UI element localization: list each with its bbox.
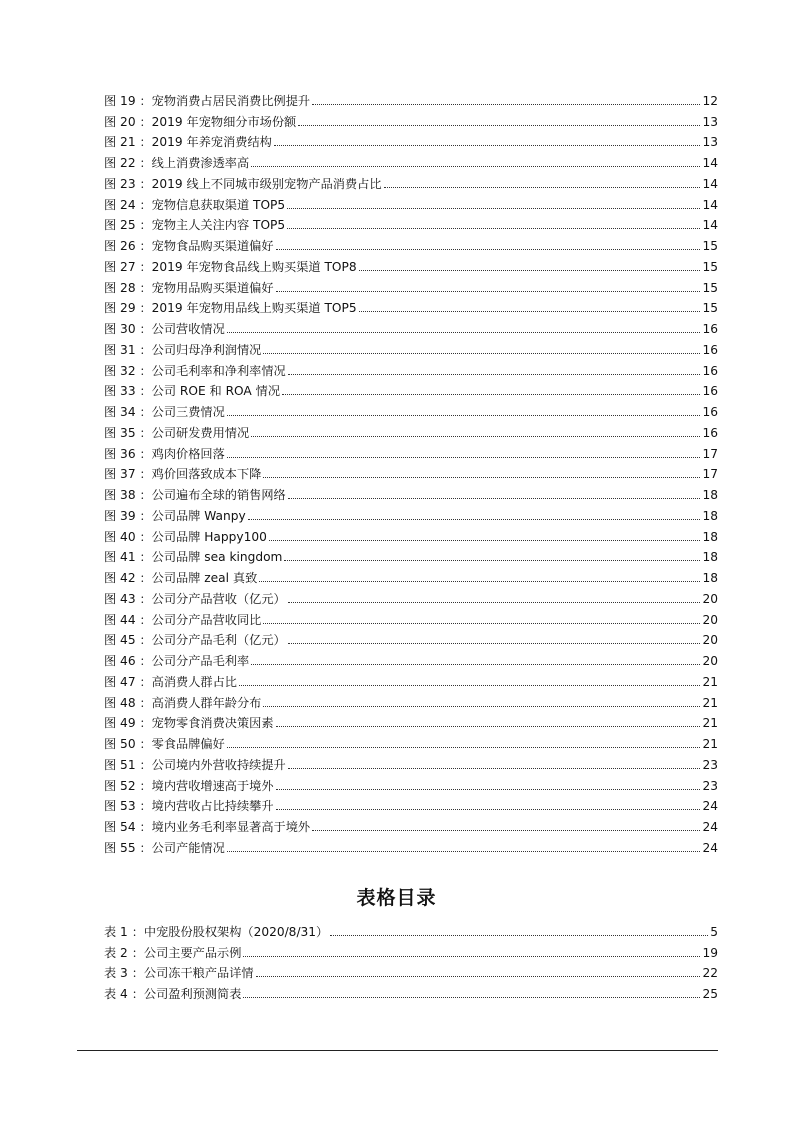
- dot-leader: [227, 457, 701, 458]
- figure-entry-page: 21: [702, 716, 718, 731]
- table-entry[interactable]: [104, 960, 718, 981]
- figure-entry[interactable]: [104, 523, 718, 544]
- dot-leader: [248, 519, 701, 520]
- figure-entry-label: 图 31 ：公司归母净利润情况: [104, 342, 262, 357]
- figure-entry-label: 图 19 ：宠物消费占居民消费比例提升: [104, 93, 311, 108]
- table-entry[interactable]: [104, 939, 718, 960]
- dot-leader: [263, 706, 700, 707]
- figure-entry-page: 14: [702, 218, 718, 233]
- figure-entry[interactable]: [104, 730, 718, 751]
- figure-entry-page: 21: [702, 737, 718, 751]
- figure-entry-page: 24: [702, 820, 718, 834]
- figure-entry-page: 15: [702, 239, 718, 253]
- figure-entry[interactable]: [104, 440, 718, 461]
- figure-entry[interactable]: [104, 461, 718, 482]
- figure-entry-page: 14: [702, 176, 718, 191]
- table-entry-label: 表 4 ：公司盈利预测简表: [104, 987, 242, 1001]
- figure-entry-page: 20: [702, 633, 718, 648]
- figure-entry-page: 16: [702, 363, 718, 378]
- figure-entry-page: 13: [702, 114, 718, 129]
- figure-entry-label: 图 29 ：2019 年宠物用品线上购买渠道 TOP5: [104, 301, 357, 316]
- dot-leader: [312, 104, 700, 105]
- figure-entry-label: 图 50 ：零食品牌偏好: [104, 737, 225, 751]
- dot-leader: [263, 353, 700, 354]
- figure-entry-label: 图 20 ：2019 年宠物细分市场份额: [104, 114, 297, 129]
- dot-leader: [287, 208, 700, 209]
- figure-entry-page: 15: [702, 259, 718, 274]
- figure-entry[interactable]: [104, 232, 718, 253]
- dot-leader: [274, 145, 701, 146]
- dot-leader: [288, 768, 701, 769]
- figure-entry[interactable]: [104, 564, 718, 585]
- figure-entry-page: 17: [702, 467, 718, 482]
- table-entry-label: 表 2 ：公司主要产品示例: [104, 945, 242, 960]
- figure-entry-label: 图 51 ：公司境内外营收持续提升: [104, 757, 286, 772]
- table-entry-page: 19: [702, 945, 718, 960]
- figure-entry[interactable]: [104, 398, 718, 419]
- figure-entry-label: 图 25 ：宠物主人关注内容 TOP5: [104, 218, 286, 233]
- figure-entry-page: 24: [702, 799, 718, 814]
- dot-leader: [359, 311, 701, 312]
- dot-leader: [288, 374, 701, 375]
- dot-leader: [288, 643, 701, 644]
- dot-leader: [251, 436, 700, 437]
- figure-entry[interactable]: [104, 129, 718, 150]
- figure-entry[interactable]: [104, 315, 718, 336]
- figure-entry-label: 图 38 ：公司遍布全球的销售网络: [104, 488, 286, 502]
- figure-entry[interactable]: [104, 191, 718, 212]
- figure-entry-label: 图 47 ：高消费人群占比: [104, 674, 237, 689]
- figure-entry-label: 图 23 ：2019 线上不同城市级别宠物产品消费占比: [104, 176, 382, 191]
- figure-entry[interactable]: [104, 378, 718, 399]
- dot-leader: [276, 726, 701, 727]
- figure-entry-page: 24: [702, 840, 718, 855]
- table-entry-label: 表 1 ：中宠股份股权架构（2020/8/31）: [104, 924, 329, 939]
- figure-entry-page: 16: [702, 425, 718, 440]
- dot-leader: [276, 789, 701, 790]
- figure-entry-page: 16: [702, 384, 718, 399]
- table-entry[interactable]: [104, 980, 718, 1001]
- figure-list: [104, 87, 718, 855]
- figure-entry-label: 图 27 ：2019 年宠物食品线上购买渠道 TOP8: [104, 259, 357, 274]
- dot-leader: [243, 956, 700, 957]
- figure-entry-label: 图 52 ：境内营收增速高于境外: [104, 778, 274, 793]
- figure-entry-page: 20: [702, 612, 718, 627]
- figure-entry-label: 图 37 ：鸡价回落致成本下降: [104, 467, 262, 482]
- dot-leader: [259, 581, 700, 582]
- figure-entry-label: 图 41 ：公司品牌 sea kingdom: [104, 550, 283, 565]
- figure-entry-label: 图 39 ：公司品牌 Wanpy: [104, 508, 246, 523]
- figure-entry-page: 21: [702, 695, 718, 710]
- figure-entry[interactable]: [104, 751, 718, 772]
- figure-entry-label: 图 26 ：宠物食品购买渠道偏好: [104, 239, 274, 253]
- dot-leader: [227, 851, 701, 852]
- figure-entry[interactable]: [104, 502, 718, 523]
- dot-leader: [263, 623, 700, 624]
- dot-leader: [276, 249, 701, 250]
- dot-leader: [227, 415, 701, 416]
- figure-entry-label: 图 32 ：公司毛利率和净利率情况: [104, 363, 286, 378]
- figure-entry[interactable]: [104, 149, 718, 170]
- table-entry-page: 25: [702, 987, 718, 1001]
- figure-entry-page: 18: [702, 529, 718, 544]
- figure-entry-page: 18: [702, 508, 718, 523]
- figure-entry[interactable]: [104, 585, 718, 606]
- figure-entry[interactable]: [104, 834, 718, 855]
- figure-entry-label: 图 24 ：宠物信息获取渠道 TOP5: [104, 197, 286, 212]
- table-entry-page: 22: [702, 966, 718, 981]
- figure-entry[interactable]: [104, 336, 718, 357]
- figure-entry[interactable]: [104, 710, 718, 731]
- tables-section-title: 表格目录: [356, 887, 437, 909]
- figure-entry[interactable]: [104, 212, 718, 233]
- figure-entry-label: 图 53 ：境内营收占比持续攀升: [104, 799, 274, 814]
- figure-entry[interactable]: [104, 689, 718, 710]
- figure-entry-label: 图 48 ：高消费人群年龄分布: [104, 695, 262, 710]
- dot-leader: [251, 664, 700, 665]
- table-entry-page: 5: [710, 924, 718, 939]
- figure-entry[interactable]: [104, 627, 718, 648]
- figure-entry-label: 图 40 ：公司品牌 Happy100: [104, 529, 267, 544]
- figure-entry-page: 20: [702, 591, 718, 606]
- figure-entry-page: 23: [702, 778, 718, 793]
- figure-entry[interactable]: [104, 295, 718, 316]
- figure-entry-page: 14: [702, 197, 718, 212]
- dot-leader: [287, 228, 700, 229]
- dot-leader: [288, 498, 701, 499]
- figure-entry[interactable]: [104, 419, 718, 440]
- dot-leader: [251, 166, 700, 167]
- figure-entry[interactable]: [104, 253, 718, 274]
- figure-entry-label: 图 49 ：宠物零食消费决策因素: [104, 716, 274, 731]
- figure-entry-label: 图 34 ：公司三费情况: [104, 405, 225, 419]
- figure-entry-page: 18: [702, 550, 718, 565]
- figure-entry-label: 图 21 ：2019 年养宠消费结构: [104, 135, 272, 150]
- dot-leader: [288, 602, 701, 603]
- figure-entry-page: 20: [702, 654, 718, 668]
- dot-leader: [227, 747, 701, 748]
- figure-entry-label: 图 35 ：公司研发费用情况: [104, 425, 250, 440]
- dot-leader: [263, 477, 700, 478]
- figure-entry[interactable]: [104, 108, 718, 129]
- figure-entry-page: 16: [702, 322, 718, 336]
- figure-entry-label: 图 55 ：公司产能情况: [104, 840, 225, 855]
- figure-entry-page: 23: [702, 757, 718, 772]
- figure-entry-label: 图 45 ：公司分产品毛利（亿元）: [104, 633, 286, 648]
- figure-entry-page: 17: [702, 446, 718, 461]
- figure-entry-page: 16: [702, 342, 718, 357]
- figure-entry[interactable]: [104, 647, 718, 668]
- figure-entry[interactable]: [104, 170, 718, 191]
- figure-entry-label: 图 43 ：公司分产品营收（亿元）: [104, 591, 286, 606]
- figure-entry-label: 图 22 ：线上消费渗透率高: [104, 156, 250, 170]
- dot-leader: [384, 187, 701, 188]
- figure-entry-label: 图 36 ：鸡肉价格回落: [104, 446, 225, 461]
- figure-entry-page: 21: [702, 674, 718, 689]
- figure-entry-page: 15: [702, 301, 718, 316]
- figure-entry[interactable]: [104, 813, 718, 834]
- figure-entry-page: 18: [702, 571, 718, 585]
- figure-entry-label: 图 30 ：公司营收情况: [104, 322, 225, 336]
- dot-leader: [227, 332, 701, 333]
- figure-entry-page: 12: [702, 93, 718, 108]
- dot-leader: [312, 830, 700, 831]
- figure-entry[interactable]: [104, 357, 718, 378]
- dot-leader: [256, 976, 701, 977]
- figure-entry[interactable]: [104, 274, 718, 295]
- figure-entry[interactable]: [104, 668, 718, 689]
- table-entry-label: 表 3 ：公司冻干粮产品详情: [104, 966, 254, 981]
- dot-leader: [276, 291, 701, 292]
- dot-leader: [298, 125, 700, 126]
- dot-leader: [284, 560, 700, 561]
- dot-leader: [269, 540, 701, 541]
- figure-entry-page: 14: [702, 156, 718, 170]
- table-entry[interactable]: [104, 918, 718, 939]
- figure-entry[interactable]: [104, 87, 718, 108]
- table-list: [104, 918, 718, 1001]
- figure-entry-page: 13: [702, 135, 718, 150]
- dot-leader: [243, 997, 700, 998]
- figure-entry-page: 15: [702, 280, 718, 295]
- figure-entry[interactable]: [104, 544, 718, 565]
- figure-entry-page: 16: [702, 405, 718, 419]
- figure-entry-label: 图 42 ：公司品牌 zeal 真致: [104, 571, 258, 585]
- dot-leader: [359, 270, 701, 271]
- dot-leader: [276, 809, 701, 810]
- figure-entry[interactable]: [104, 793, 718, 814]
- figure-entry[interactable]: [104, 481, 718, 502]
- figure-entry-label: 图 54 ：境内业务毛利率显著高于境外: [104, 820, 311, 834]
- dot-leader: [330, 935, 708, 936]
- figure-entry-label: 图 28 ：宠物用品购买渠道偏好: [104, 280, 274, 295]
- figure-entry-page: 18: [702, 488, 718, 502]
- footer-divider: [77, 1050, 718, 1051]
- figure-entry[interactable]: [104, 606, 718, 627]
- figure-entry-label: 图 46 ：公司分产品毛利率: [104, 654, 250, 668]
- figure-entry-label: 图 44 ：公司分产品营收同比: [104, 612, 262, 627]
- figure-entry[interactable]: [104, 772, 718, 793]
- figure-entry-label: 图 33 ：公司 ROE 和 ROA 情况: [104, 384, 281, 399]
- dot-leader: [239, 685, 701, 686]
- dot-leader: [282, 394, 700, 395]
